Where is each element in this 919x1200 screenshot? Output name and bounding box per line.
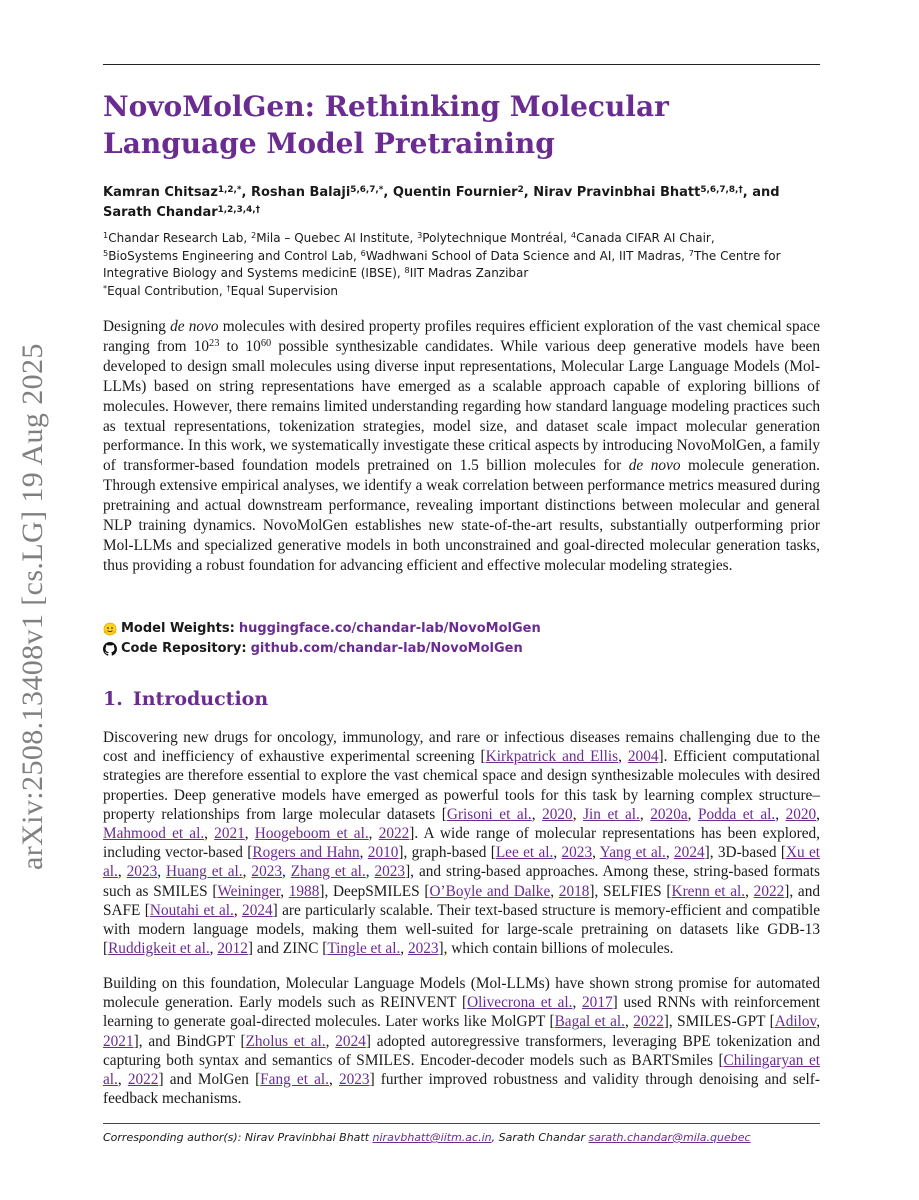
citation-link[interactable]: 2023 [338, 1071, 370, 1089]
abstract: Designing de novo molecules with desired property profiles requires efficient exploration of the vast chemical space ranging from $10^{23}$ to $10^{60}$ possible synthesizable candidates. While various deep generative models have been developed to design small molecules using diverse input representations, Molecular Large Language Models (Mol-LLMs) based on string representations have emerged as a scalable approach capable of exploring billions of molecules. However, there remains limited understanding regarding how standard language modeling practices such as textual representations, tokenization strategies, model size, and dataset scale impact molecular generation performance. In this work, we systematically investigate these critical aspects by introducing NovoMolGen, a family of transformer-based foundation models pretrained on 1.5 billion molecules for de novo molecule generation. Through extensive empirical analyses, we identify a weak correlation between performance metrics measured during pretraining and actual downstream performance, revealing important distinctions between molecular and general NLP training dynamics. NovoMolGen establishes new state-of-the-art results, substantially outperforming prior Mol-LLMs and specialized generative models in both unconstrained and goal-directed molecular generation tasks, thus providing a robust foundation for advancing efficient and effective molecular modeling strategies. [103, 318, 821, 574]
citation-link[interactable]: Kirkpatrick and Ellis [485, 748, 619, 766]
footnote-rule [103, 1123, 820, 1124]
citation-link[interactable]: Hoogeboom et al. [254, 825, 369, 843]
author: Roshan Balaji$^{5,6,7,*}$ [250, 185, 384, 200]
paper-title: NovoMolGen: Rethinking Molecular Language Model Pretraining [103, 90, 669, 160]
email-link[interactable]: niravbhatt@iitm.ac.in [372, 1131, 492, 1144]
equal-notes: *Equal Contribution, †Equal Supervision [103, 282, 339, 298]
citation-link[interactable]: 2022 [753, 882, 785, 900]
citation-link[interactable]: Mahmood et al. [103, 825, 205, 843]
citation-link[interactable]: Podda et al. [698, 805, 776, 823]
author: Sarath Chandar$^{1,2,3,4,\dagger}$ [103, 205, 261, 220]
citation-link[interactable]: 2020 [542, 805, 573, 823]
citation-link[interactable]: Rogers and Hahn [252, 844, 360, 862]
citation-link[interactable]: Yang et al. [599, 844, 666, 862]
citation-link[interactable]: 2022 [378, 825, 410, 843]
code-repository-label: Code Repository: [121, 641, 247, 656]
citation-link[interactable]: 2023 [561, 844, 593, 862]
citation-link[interactable]: Adilov [774, 1013, 817, 1031]
top-rule [103, 64, 820, 65]
model-weights-label: Model Weights: [121, 621, 235, 636]
github-icon [103, 642, 117, 656]
affiliations: $^1$Chandar Research Lab, $^2$Mila – Quebec AI Institute, $^3$Polytechnique Montréal, $^4$Canada CIFAR AI Chair, $^5$BioSystems Engineering and Control Lab, $^6$Wadhwani School of Data Science and AI, IIT Madras, $^7$The Centre for Integrative Biology and Systems medicinE (IBSE), $^8$IIT Madras Zanzibar *Equal Contribution, †Equal Supervision [103, 230, 781, 298]
citation-link[interactable]: Tingle et al. [327, 940, 401, 958]
citation-link[interactable]: 2017 [582, 994, 613, 1012]
citation-link[interactable]: 2024 [674, 844, 705, 862]
code-repository-link[interactable]: github.com/chandar-lab/NovoMolGen [250, 641, 523, 656]
citation-link[interactable]: 2018 [558, 882, 590, 900]
intro-paragraph-2: Building on this foundation, Molecular Language Models (Mol-LLMs) have shown strong promise for automated molecule generation. Early models such as REINVENT [Olivecrona et al., 2017] used RNNs with reinforcement learning to generate goal-directed molecules. Later works like MolGPT [Bagal et al., 2022], SMILES-GPT [Adilov, 2021], and BindGPT [Zholus et al., 2024] adopted autoregressive transformers, leveraging BPE tokenization and capturing both syntax and semantics of SMILES. Encoder-decoder models such as BARTSmiles [Chilingaryan et al., 2022] and MolGen [Fang et al., 2023] further improved robustness and validity through denoising and self-feedback mechanisms. [103, 975, 821, 1108]
citation-link[interactable]: 2024 [335, 1032, 366, 1050]
citation-link[interactable]: 2023 [374, 863, 406, 881]
section-heading-introduction: 1. Introduction [103, 688, 269, 710]
citation-link[interactable]: Olivecrona et al. [467, 994, 573, 1012]
code-repository-row [103, 639, 820, 659]
citation-link[interactable]: Weininger [217, 882, 281, 900]
citation-link[interactable]: Fang et al. [260, 1071, 329, 1089]
author-list: Kamran Chitsaz$^{1,2,*}$, Roshan Balaji$^{5,6,7,*}$, Quentin Fournier$^2$, Nirav Pravinbhai Bhatt$^{5,6,7,8,\dagger}$, and Sarath Chandar$^{1,2,3,4,\dagger}$ [103, 185, 780, 220]
citation-link[interactable]: 2012 [217, 940, 248, 958]
citation-link[interactable]: 2022 [127, 1071, 159, 1089]
citation-link[interactable]: 2010 [367, 844, 399, 862]
citation-link[interactable]: Grisoni et al. [446, 805, 532, 823]
citation-link[interactable]: Xu et al. [103, 844, 821, 881]
citation-link[interactable]: 2023 [126, 863, 158, 881]
citation-link[interactable]: Zholus et al. [245, 1032, 326, 1050]
citation-link[interactable]: Krenn et al. [671, 882, 746, 900]
citation-link[interactable]: Zhang et al. [290, 863, 366, 881]
citation-link[interactable]: 1988 [288, 882, 320, 900]
citation-link[interactable]: Noutahi et al. [149, 901, 234, 919]
author: Nirav Pravinbhai Bhatt$^{5,6,7,8,\dagger}$ [533, 185, 743, 200]
citation-link[interactable]: Bagal et al. [554, 1013, 625, 1031]
citation-link[interactable]: 2020 [785, 805, 817, 823]
citation-link[interactable]: Chilingaryan et al. [103, 1051, 820, 1089]
model-weights-link[interactable]: huggingface.co/chandar-lab/NovoMolGen [238, 621, 541, 636]
resource-links [103, 619, 820, 659]
citation-link[interactable]: 2021 [214, 825, 245, 843]
citation-link[interactable]: Ruddigkeit et al. [108, 940, 210, 958]
citation-link[interactable]: 2022 [633, 1013, 664, 1031]
corresponding-authors-footnote: Corresponding author(s): Nirav Pravinbhai Bhatt niravbhatt@iitm.ac.in, Sarath Chandar sarath.chandar@mila.quebec [103, 1131, 751, 1144]
citation-link[interactable]: 2004 [627, 748, 659, 766]
citation-link[interactable]: 2020a [650, 805, 688, 823]
citation-link[interactable]: Lee et al. [495, 844, 554, 862]
citation-link[interactable]: 2021 [103, 1032, 134, 1050]
citation-link[interactable]: O’Boyle and Dalke [429, 882, 551, 900]
author: Kamran Chitsaz$^{1,2,*}$ [103, 185, 242, 200]
citation-link[interactable]: 2023 [251, 863, 283, 881]
arxiv-stamp: arXiv:2508.13408v1 [cs.LG] 19 Aug 2025 [16, 343, 49, 870]
intro-paragraph-1: Discovering new drugs for oncology, immunology, and rare or infectious diseases remains challenging due to the cost and inefficiency of exhaustive experimental screening [Kirkpatrick and Ellis, 2004]. Efficient computational strategies are therefore essential to explore the vast chemical space and design synthesizable molecules with desired properties. Deep generative models have emerged as powerful tools for this task by learning complex structure–property relationships from large molecular datasets [Grisoni et al., 2020, Jin et al., 2020a, Podda et al., 2020, Mahmood et al., 2021, Hoogeboom et al., 2022]. A wide range of molecular representations has been explored, including vector-based [Rogers and Hahn, 2010], graph-based [Lee et al., 2023, Yang et al., 2024], 3D-based [Xu et al., 2023, Huang et al., 2023, Zhang et al., 2023], and string-based approaches. Among these, string-based formats such as SMILES [Weininger, 1988], DeepSMILES [O’Boyle and Dalke, 2018], SELFIES [Krenn et al., 2022], and SAFE [Noutahi et al., 2024] are particularly scalable. Their text-based structure is memory-efficient and compatible with modern language models, making them well-suited for large-scale pretraining on datasets like GDB-13 [Ruddigkeit et al., 2012] and ZINC [Tingle et al., 2023], which contain billions of molecules. [103, 729, 821, 958]
citation-link[interactable]: 2023 [407, 940, 439, 958]
citation-link[interactable]: Jin et al. [583, 805, 640, 823]
model-weights-row [103, 619, 820, 639]
email-link[interactable]: sarath.chandar@mila.quebec [588, 1131, 751, 1144]
hugging-face-icon [103, 622, 117, 636]
citation-link[interactable]: Huang et al. [166, 863, 243, 881]
citation-link[interactable]: 2024 [242, 901, 273, 919]
author: Quentin Fournier$^2$ [392, 185, 524, 200]
